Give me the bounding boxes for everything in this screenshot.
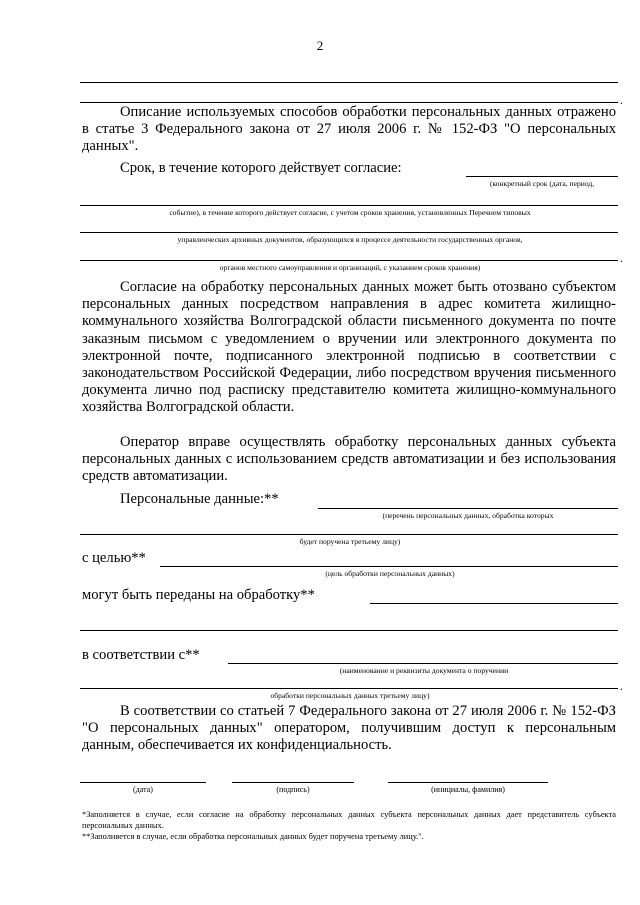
accordance-hint: обработки персональных данных третьему лицу)	[270, 691, 430, 700]
footnote-representative: *Заполняется в случае, если согласие на обработку персональных данных субъекта персональных данных дает представитель субъекта персональных данных.	[82, 810, 616, 830]
personal-data-field-line[interactable]	[80, 534, 618, 535]
transfer-field-line[interactable]	[80, 630, 618, 631]
accordance-field[interactable]	[228, 663, 618, 664]
accordance-hint: (наименование и реквизиты документа о поручении	[339, 666, 509, 675]
paragraph-confidentiality: В соответствии со статьей 7 Федерального закона от 27 июля 2006 г. № 152-ФЗ "О персональных данных" оператором, получившим доступ к персональным данным, обеспечивается их конфиденциальность.	[82, 703, 616, 754]
consent-term-field-line[interactable]	[80, 232, 618, 233]
accordance-label: в соответствии с**	[82, 647, 200, 663]
purpose-hint: (цель обработки персональных данных)	[325, 569, 455, 578]
transfer-field[interactable]	[370, 603, 618, 604]
date-hint: (дата)	[133, 785, 153, 794]
signature-hint: (подпись)	[276, 785, 310, 794]
blank-line	[80, 82, 618, 83]
paragraph-processing-methods: Описание используемых способов обработки персональных данных отражено в статье 3 Федерального закона от 27 июля 2006 г. № 152-ФЗ "О персональных данных".	[82, 104, 616, 155]
page-number: 2	[316, 38, 324, 53]
transfer-label: могут быть переданы на обработку**	[82, 587, 315, 603]
paragraph-operator: Оператор вправе осуществлять обработку персональных данных субъекта персональных данных с использованием средств автоматизации и без использования средств автоматизации.	[82, 434, 616, 485]
consent-term-field[interactable]	[466, 176, 618, 177]
name-hint: (инициалы, фамилия)	[431, 785, 505, 794]
personal-data-field[interactable]	[318, 508, 618, 509]
accordance-field-line[interactable]	[80, 688, 618, 689]
personal-data-hint: (перечень персональных данных, обработка которых	[382, 511, 554, 520]
consent-term-label: Срок, в течение которого действует согласие:	[120, 160, 402, 176]
line-end-dot: .	[620, 679, 623, 693]
date-field[interactable]	[80, 782, 206, 783]
purpose-field[interactable]	[160, 566, 618, 567]
consent-term-hint: органов местного самоуправления и организаций, с указанием сроков хранения)	[219, 263, 481, 272]
consent-term-hint: управленческих архивных документов, образующихся в процессе деятельности государственных органов,	[177, 235, 523, 244]
personal-data-label: Персональные данные:**	[120, 491, 279, 507]
line-end-dot: .	[620, 251, 623, 265]
paragraph-revocation: Согласие на обработку персональных данных может быть отозвано субъектом персональных данных посредством направления в адрес комитета жилищно-коммунального хозяйства Волгоградской области письменного документа по почте заказным письмом с уведомлением о вручении или электронного документа по электронной почте, подписанного электронной подписью в соответствии с законодательством Российской Федерации, либо посредством вручения письменного документа лично под расписку представителю комитета жилищно-коммунального хозяйства Волгоградской области.	[82, 279, 616, 416]
name-field[interactable]	[388, 782, 548, 783]
consent-term-field-line[interactable]	[80, 260, 618, 261]
blank-line	[80, 102, 618, 103]
purpose-label: с целью**	[82, 550, 146, 566]
line-end-dot: .	[620, 93, 623, 107]
personal-data-hint: будет поручена третьему лицу)	[299, 537, 401, 546]
signature-field[interactable]	[232, 782, 354, 783]
consent-term-field-line[interactable]	[80, 205, 618, 206]
consent-term-hint: (конкретный срок (дата, период,	[489, 179, 595, 188]
footnote-third-party: **Заполняется в случае, если обработка персональных данных будет поручена третьему лицу.".	[82, 832, 424, 841]
consent-term-hint: событие), в течение которого действует согласие, с учетом сроков хранения, установленных Перечнем типовых	[169, 208, 531, 217]
